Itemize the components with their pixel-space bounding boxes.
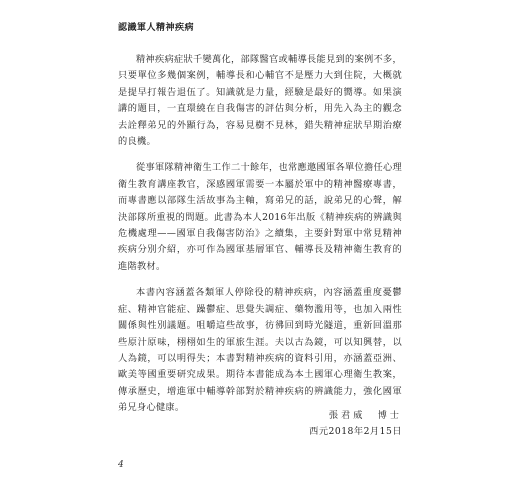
- paragraph-1: 精神疾病症狀千變萬化，部隊醫官或輔導長能見到的案例不多，只要單位多幾個案例，輔導長和心輔官不是壓力大到住院，大概就是提早打報告退伍了。知識就是力量，經驗是最好的嚮導。如果演講的題目，一直環繞在自我傷害的評估與分析，用先入為主的觀念去詮釋弟兄的外顯行為，容易見樹不見林，錯失精神症狀早期治療的良機。: [118, 54, 402, 148]
- signature-block: [309, 408, 402, 440]
- author-name: 張君威 博士: [328, 410, 402, 421]
- paragraph-2: 從事軍隊精神衛生工作二十餘年，也常應邀國軍各單位擔任心理衛生教育講座教官，深感國軍需要一本屬於軍中的精神醫療專書，而專書應以部隊生活故事為主軸，寫弟兄的話，說弟兄的心聲，解決部隊所重視的問題。此書為本人2016年出版《精神疾病的辨識與危機處理——國軍自我傷害防治》之續集，主要針對軍中常見精神疾病分別介紹，亦可作為國軍基層軍官、輔導長及精神衛生教育的進階教材。: [118, 162, 402, 272]
- body-text: [118, 52, 402, 427]
- signature-date: 西元2018年2月15日: [309, 426, 402, 437]
- paragraph-3: 本書內容涵蓋各類軍人停除役的精神疾病，內容涵蓋重度憂鬱症、精神官能症、躁鬱症、思覺失調症、藥物濫用等，也加入兩性關係與性別議題。咀嚼這些故事，彷彿回到時光隧道，重新回溫那些原汁原味，栩栩如生的軍旅生涯。夫以古為鏡，可以知興替，以人為鏡，可以明得失；本書對精神疾病的資料引用，亦涵蓋亞洲、歐美等國重要研究成果。期待本書能成為本土國軍心理衛生教案，傳承歷史，增進軍中輔導幹部對於精神疾病的辨識能力，強化國軍弟兄身心健康。: [118, 287, 402, 414]
- running-header: 認識軍人精神疾病: [118, 23, 195, 33]
- page-number: 4: [118, 460, 124, 470]
